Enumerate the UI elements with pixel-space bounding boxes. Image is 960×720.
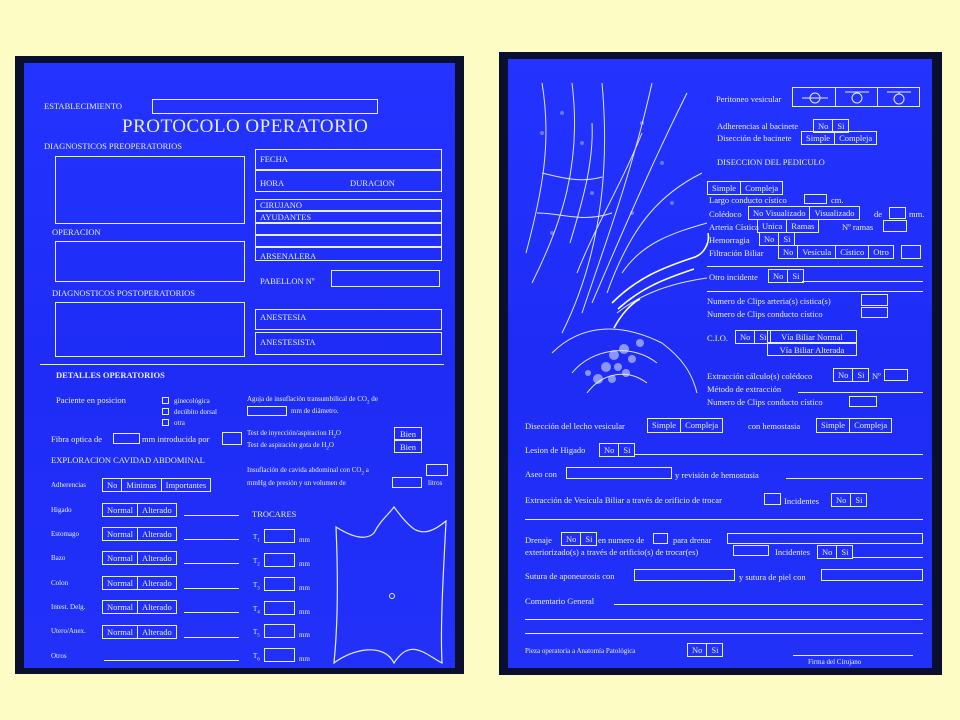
organ-label-estomago: Estomago (51, 530, 79, 538)
form-title: PROTOCOLO OPERATORIO (122, 116, 369, 137)
cio-label: C.I.O. (707, 333, 729, 343)
intestino-alterado[interactable]: Alterado (141, 602, 172, 612)
insuf-sub: 2 (361, 471, 364, 477)
largo-field[interactable] (804, 194, 827, 204)
trocar-mm-2: mm (299, 560, 310, 568)
drenaje-no[interactable]: No (562, 533, 581, 545)
organ-options-bazo[interactable] (102, 551, 177, 565)
incidentes-label: Incidentes (784, 496, 819, 506)
otro-incidente-no[interactable]: No (769, 270, 788, 282)
trocar-field-2[interactable] (264, 553, 295, 567)
posicion-checkbox-3[interactable] (162, 419, 169, 426)
exploracion-label: EXPLORACION CAVIDAD ABDOMINAL (51, 455, 205, 465)
incidentes-no[interactable]: No (832, 494, 851, 506)
incidentes-drenaje-options[interactable] (817, 545, 853, 559)
hemorragia-si[interactable]: Si (783, 234, 791, 244)
posicion-checkbox-1[interactable] (162, 397, 169, 404)
lesion-label: Lesion de Higado (525, 445, 586, 455)
trocar-mm-4: mm (299, 608, 310, 616)
trocar-field-5[interactable] (264, 624, 295, 638)
trocar-label-6: $T_6$ (253, 652, 260, 663)
test1-part-b: O (335, 429, 341, 437)
filtracion-vesicula[interactable]: Vesícula (798, 246, 836, 258)
trocar-mm-1: mm (299, 536, 310, 544)
clips-conducto-field[interactable] (861, 307, 888, 318)
lesion-si[interactable]: Si (623, 445, 631, 455)
organ-options-intestino[interactable] (102, 600, 177, 614)
test2-part-b: O (328, 441, 334, 449)
section-divider (40, 364, 444, 365)
aseo-label: Aseo con (525, 469, 557, 479)
trocar-field-3[interactable] (264, 577, 295, 591)
sutura-piel-label: y sutura de piel con (739, 572, 806, 582)
paciente-label: Paciente en posicion (56, 395, 126, 405)
abdomen-outline-icon (324, 503, 452, 668)
organ-line-estomago (184, 539, 239, 540)
filtracion-label: Filtración Biliar (709, 248, 764, 258)
adherencias-minimas[interactable]: Minimas (122, 479, 161, 491)
cirujano-label: CIRUJANO (260, 200, 303, 210)
posicion-option-1: ginecológica (174, 397, 210, 405)
filtracion-cistico[interactable]: Cístico (836, 246, 869, 258)
colon-alterado[interactable]: Alterado (141, 578, 172, 588)
aguja-diametro: mm de diámetro. (291, 407, 339, 415)
peritoneo-label: Peritoneo vesicular (716, 94, 782, 104)
n-ramas-field[interactable] (883, 220, 907, 232)
organ-label-colon: Colon (51, 579, 69, 587)
test2-part-a: Test de aspiración gota de H (247, 441, 327, 449)
otro-incidente-line-2 (707, 291, 923, 292)
incidentes-drenaje-no[interactable]: No (818, 546, 837, 558)
organ-line-bazo (184, 563, 239, 564)
adherencias-importantes[interactable]: Importantes (165, 480, 207, 490)
fibra-mm-field[interactable] (113, 433, 140, 444)
organ-label-utero: Utero/Anex. (51, 627, 86, 635)
clips-conducto-2-field[interactable] (849, 396, 877, 407)
hora-label: HORA (260, 178, 285, 188)
adherencias-no[interactable]: No (103, 479, 122, 491)
otro-incidente-line-1 (802, 281, 923, 282)
test-aspiracion-bien[interactable]: Bien (394, 440, 422, 453)
dis-bac-simple[interactable]: Simple (802, 132, 835, 144)
trocar-label-5: $T_5$ (253, 628, 260, 639)
lesion-no[interactable]: No (600, 444, 619, 456)
insuflacion-volume-field[interactable] (392, 477, 422, 488)
trocar-mm-3: mm (299, 584, 310, 592)
pabellon-field[interactable] (331, 270, 440, 287)
fibra-introducida: mm introducida por (142, 434, 210, 444)
metodo-label: Método de extracción (707, 384, 782, 394)
test1-sub: 2 (333, 434, 336, 440)
aguja-mm-field[interactable] (247, 406, 287, 416)
exteriorizado-label: exteriorizado(s) a través de orificio(s) de trocar(es) (525, 547, 699, 557)
insuf-a: a (365, 466, 369, 474)
arsenalera-label: ARSENALERA (260, 251, 317, 261)
diseccion-pediculo-label: DISECCION DEL PEDICULO (717, 157, 825, 167)
organ-line-colon (184, 588, 239, 589)
drenaje-destino-field[interactable] (727, 533, 923, 544)
lesion-line (634, 454, 923, 455)
adherencias-options[interactable] (102, 478, 211, 492)
extraccion-numero-field[interactable] (884, 369, 908, 381)
trocar-field-4[interactable] (264, 601, 295, 615)
gallbladder-anatomy-illustration (522, 73, 712, 393)
comentario-line-2 (525, 619, 923, 620)
higado-alterado[interactable]: Alterado (141, 505, 172, 515)
posicion-option-3: otra (174, 419, 185, 427)
peritoneo-divider-1 (835, 87, 836, 107)
arteria-ramas[interactable]: Ramas (791, 221, 815, 231)
otros-line (104, 660, 239, 661)
organ-label-bazo: Bazo (51, 554, 66, 562)
utero-normal[interactable]: Normal (103, 626, 138, 638)
drenaje-si[interactable]: Si (585, 534, 593, 544)
adh-bac-no[interactable]: No (814, 120, 833, 132)
test2-sub: 2 (326, 446, 329, 452)
comentario-line-3 (525, 633, 923, 634)
trocares-label: TROCARES (252, 509, 297, 519)
para-drenar-label: para drenar (673, 535, 712, 545)
bazo-normal[interactable]: Normal (103, 552, 138, 564)
aguja-sub: 2 (366, 400, 370, 406)
fibra-label: Fibra optica de (51, 434, 102, 444)
hemorragia-label: Hemorragia (709, 235, 750, 245)
right-form-sheet (508, 59, 932, 668)
comentario-line-1 (614, 604, 923, 605)
estomago-normal[interactable]: Normal (103, 528, 138, 540)
extraccion-calculo-label: Extracción cálculo(s) colédoco (707, 371, 813, 381)
organ-options-estomago[interactable] (102, 527, 177, 541)
hemostasia-compleja[interactable]: Compleja (854, 420, 888, 430)
via-biliar-normal[interactable]: Vía Biliar Normal (767, 330, 857, 343)
test-aspiracion-text (247, 442, 334, 451)
organ-options-higado[interactable] (102, 503, 177, 517)
clips-conducto-2-label: Numero de Clips conducto cístico (707, 397, 823, 407)
en-numero-label: en numero de (598, 535, 645, 545)
arteria-unica[interactable]: Unica (758, 220, 787, 232)
sutura-label: Sutura de aponeurosis con (525, 571, 615, 581)
sutura-piel-field[interactable] (821, 569, 923, 581)
left-form-sheet (24, 63, 455, 668)
trocar-label-2: $T_2$ (253, 557, 260, 568)
extraccion-calculo-si[interactable]: Si (857, 370, 865, 380)
lesion-options[interactable] (599, 443, 635, 457)
n-ramas-label: Nº ramas (842, 222, 874, 232)
anestesia-label: ANESTESIA (260, 312, 307, 322)
intestino-normal[interactable]: Normal (103, 601, 138, 613)
sutura-aponeurosis-field[interactable] (634, 569, 735, 581)
extraccion-numero-label: Nº (872, 371, 881, 381)
diag-post-label: DIAGNOSTICOS POSTOPERATORIOS (52, 288, 196, 298)
posicion-checkbox-2[interactable] (162, 408, 169, 415)
lecho-options[interactable] (647, 418, 723, 433)
hemorragia-no[interactable]: No (760, 233, 779, 245)
trocar-label-3: $T_3$ (253, 581, 260, 592)
aguja-text (247, 396, 378, 405)
test-inyeccion-text (247, 430, 341, 439)
hemorragia-options[interactable] (759, 232, 795, 246)
comentario-label: Comentario General (525, 596, 595, 606)
extraccion-calculo-options[interactable] (833, 368, 869, 382)
arteria-options[interactable] (757, 219, 819, 233)
litros-label: litros (428, 479, 443, 487)
diag-pre-field[interactable] (55, 156, 245, 224)
clips-arteria-label: Numero de Clips arteria(s) cistica(s) (707, 296, 831, 306)
diseccion-bacinete-options[interactable] (801, 131, 877, 145)
duracion-label: DURACION (350, 178, 395, 188)
organ-label-higado: Higado (51, 506, 72, 514)
anestesista-label: ANESTESISTA (260, 337, 316, 347)
extraccion-vesicula-field[interactable] (764, 493, 781, 505)
extraccion-vesicula-label: Extracción de Vesícula Biliar a través de orificio de trocar (525, 495, 722, 505)
insuflacion-volumen: mmHg de presión y un volumen de (247, 479, 346, 487)
trocar-field-1[interactable] (264, 529, 295, 543)
drenaje-options[interactable] (561, 532, 597, 546)
firma-line (793, 655, 913, 656)
organ-line-intestino (184, 612, 239, 613)
drenaje-label: Drenaje (525, 535, 552, 545)
exteriorizado-field[interactable] (733, 545, 769, 556)
pieza-si[interactable]: Si (711, 645, 719, 655)
coledoco-de-label: de (874, 209, 883, 219)
largo-label: Largo conducto cístico (709, 195, 787, 205)
cio-no[interactable]: No (736, 331, 755, 343)
pieza-options[interactable] (687, 643, 723, 657)
coledoco-no-visualizado[interactable]: No Visualizado (749, 207, 810, 219)
coledoco-mm-field[interactable] (889, 207, 906, 219)
extraccion-vesicula-line (525, 519, 923, 520)
ped-compleja[interactable]: Compleja (745, 183, 779, 193)
higado-normal[interactable]: Normal (103, 504, 138, 516)
cm-label: cm. (831, 195, 844, 205)
revision-label: y revisión de hemostasia (675, 470, 759, 480)
incidentes-si[interactable]: Si (855, 495, 863, 505)
organ-options-utero[interactable] (102, 625, 177, 639)
left-form-frame (15, 56, 464, 674)
drenaje-line (853, 557, 923, 558)
pieza-label: Pieza operatoria a Anatomía Patológica (525, 647, 636, 655)
colon-normal[interactable]: Normal (103, 577, 138, 589)
otro-incidente-options[interactable] (768, 269, 804, 283)
right-form-frame (499, 52, 942, 675)
otro-incidente-si[interactable]: Si (792, 271, 800, 281)
organ-options-colon[interactable] (102, 576, 177, 590)
test-inyeccion-bien[interactable]: Bien (394, 427, 422, 440)
insuf-part-1: Insuflación de cavida abdominal con CO (247, 466, 362, 474)
utero-alterado[interactable]: Alterado (141, 627, 172, 637)
operacion-field[interactable] (55, 241, 245, 282)
posicion-option-2: decúbito dorsal (174, 408, 217, 416)
incidentes-drenaje-label: Incidentes (775, 547, 810, 557)
adherencias-bacinete-label: Adherencias al bacinete (717, 121, 799, 131)
coledoco-options[interactable] (748, 206, 860, 220)
filtracion-otro-field[interactable] (901, 245, 921, 259)
peritoneo-option-1-icon[interactable] (800, 89, 830, 105)
cio-si[interactable]: Si (759, 332, 767, 342)
diag-pre-label: DIAGNOSTICOS PREOPERATORIOS (44, 141, 182, 151)
diag-post-field[interactable] (55, 302, 245, 357)
extraccion-calculo-no[interactable]: No (834, 369, 853, 381)
trocar-label-4: $T_4$ (253, 605, 260, 616)
estomago-alterado[interactable]: Alterado (141, 529, 172, 539)
establecimiento-label: ESTABLECIMIENTO (44, 101, 123, 111)
lecho-simple[interactable]: Simple (648, 419, 681, 432)
peritoneo-option-3-icon[interactable] (884, 89, 914, 105)
coledoco-label: Colédoco (709, 209, 742, 219)
lecho-label: Disección del lecho vesicular (525, 421, 625, 431)
pieza-no[interactable]: No (688, 644, 707, 656)
dis-bac-compleja[interactable]: Compleja (839, 133, 873, 143)
arteria-label: Arteria Cística (709, 222, 759, 232)
operacion-label: OPERACION (52, 227, 101, 237)
pediculo-options[interactable] (707, 181, 783, 195)
organ-line-utero (184, 637, 239, 638)
fibra-por-field[interactable] (222, 432, 242, 445)
peritoneo-divider-2 (877, 87, 878, 107)
drenaje-numero-field[interactable] (653, 533, 668, 544)
diseccion-bacinete-label: Disección de bacinete (717, 133, 792, 143)
aguja-de: de (371, 395, 378, 403)
filtracion-line (707, 266, 923, 267)
insuflacion-pressure-field[interactable] (426, 464, 448, 476)
pabellon-label: PABELLON Nº (260, 276, 315, 286)
incidentes-options[interactable] (831, 493, 867, 507)
firma-label: Firma del Cirujano (808, 658, 862, 666)
test1-part-a: Test de inyección/aspiracion H (247, 429, 334, 437)
otros-label: Otros (51, 652, 67, 660)
filtracion-otro[interactable]: Otro (873, 247, 889, 257)
bazo-alterado[interactable]: Alterado (141, 553, 172, 563)
con-hemostasia-label: con hemostasia (748, 421, 801, 431)
hemostasia-simple[interactable]: Simple (817, 419, 850, 432)
otro-incidente-label: Otro incidente (709, 272, 758, 282)
insuflacion-text (247, 467, 369, 476)
coledoco-mm-label: mm. (909, 209, 925, 219)
hemostasia-options[interactable] (816, 418, 892, 433)
peritoneo-option-2-icon[interactable] (842, 89, 872, 105)
trocar-field-6[interactable] (264, 648, 295, 662)
metodo-line (798, 392, 923, 393)
detalles-label: DETALLES OPERATORIOS (56, 370, 165, 380)
filtracion-no[interactable]: No (779, 246, 798, 258)
clips-conducto-label: Numero de Clips conducto cístico (707, 309, 823, 319)
ayudantes-label: AYUDANTES (260, 212, 312, 222)
aseo-line (786, 478, 923, 479)
coledoco-visualizado[interactable]: Visualizado (814, 208, 855, 218)
lecho-compleja[interactable]: Compleja (685, 420, 719, 430)
establecimiento-field[interactable] (152, 99, 378, 114)
adh-bac-si[interactable]: Si (837, 121, 845, 131)
ped-simple[interactable]: Simple (708, 182, 741, 194)
organ-label-intestino: Intest. Delg. (51, 603, 86, 611)
ayudantes-field-2[interactable] (255, 223, 442, 235)
aseo-field[interactable] (566, 467, 672, 479)
trocar-mm-5: mm (299, 631, 310, 639)
via-biliar-alterada[interactable]: Vía Biliar Alterada (767, 343, 857, 356)
clips-arteria-field[interactable] (861, 294, 888, 306)
ayudantes-field-3[interactable] (255, 235, 442, 247)
trocar-mm-6: mm (299, 655, 310, 663)
cio-options[interactable] (735, 330, 771, 344)
fecha-label: FECHA (260, 154, 288, 164)
incidentes-drenaje-si[interactable]: Si (841, 547, 849, 557)
filtracion-options[interactable] (778, 245, 894, 259)
organ-line-higado (184, 515, 239, 516)
aguja-part-1: Aguja de insuflación transumbilical de CO (247, 395, 367, 403)
trocar-label-1: $T_1$ (253, 533, 260, 544)
adherencias-label: Adherencias (51, 481, 86, 489)
